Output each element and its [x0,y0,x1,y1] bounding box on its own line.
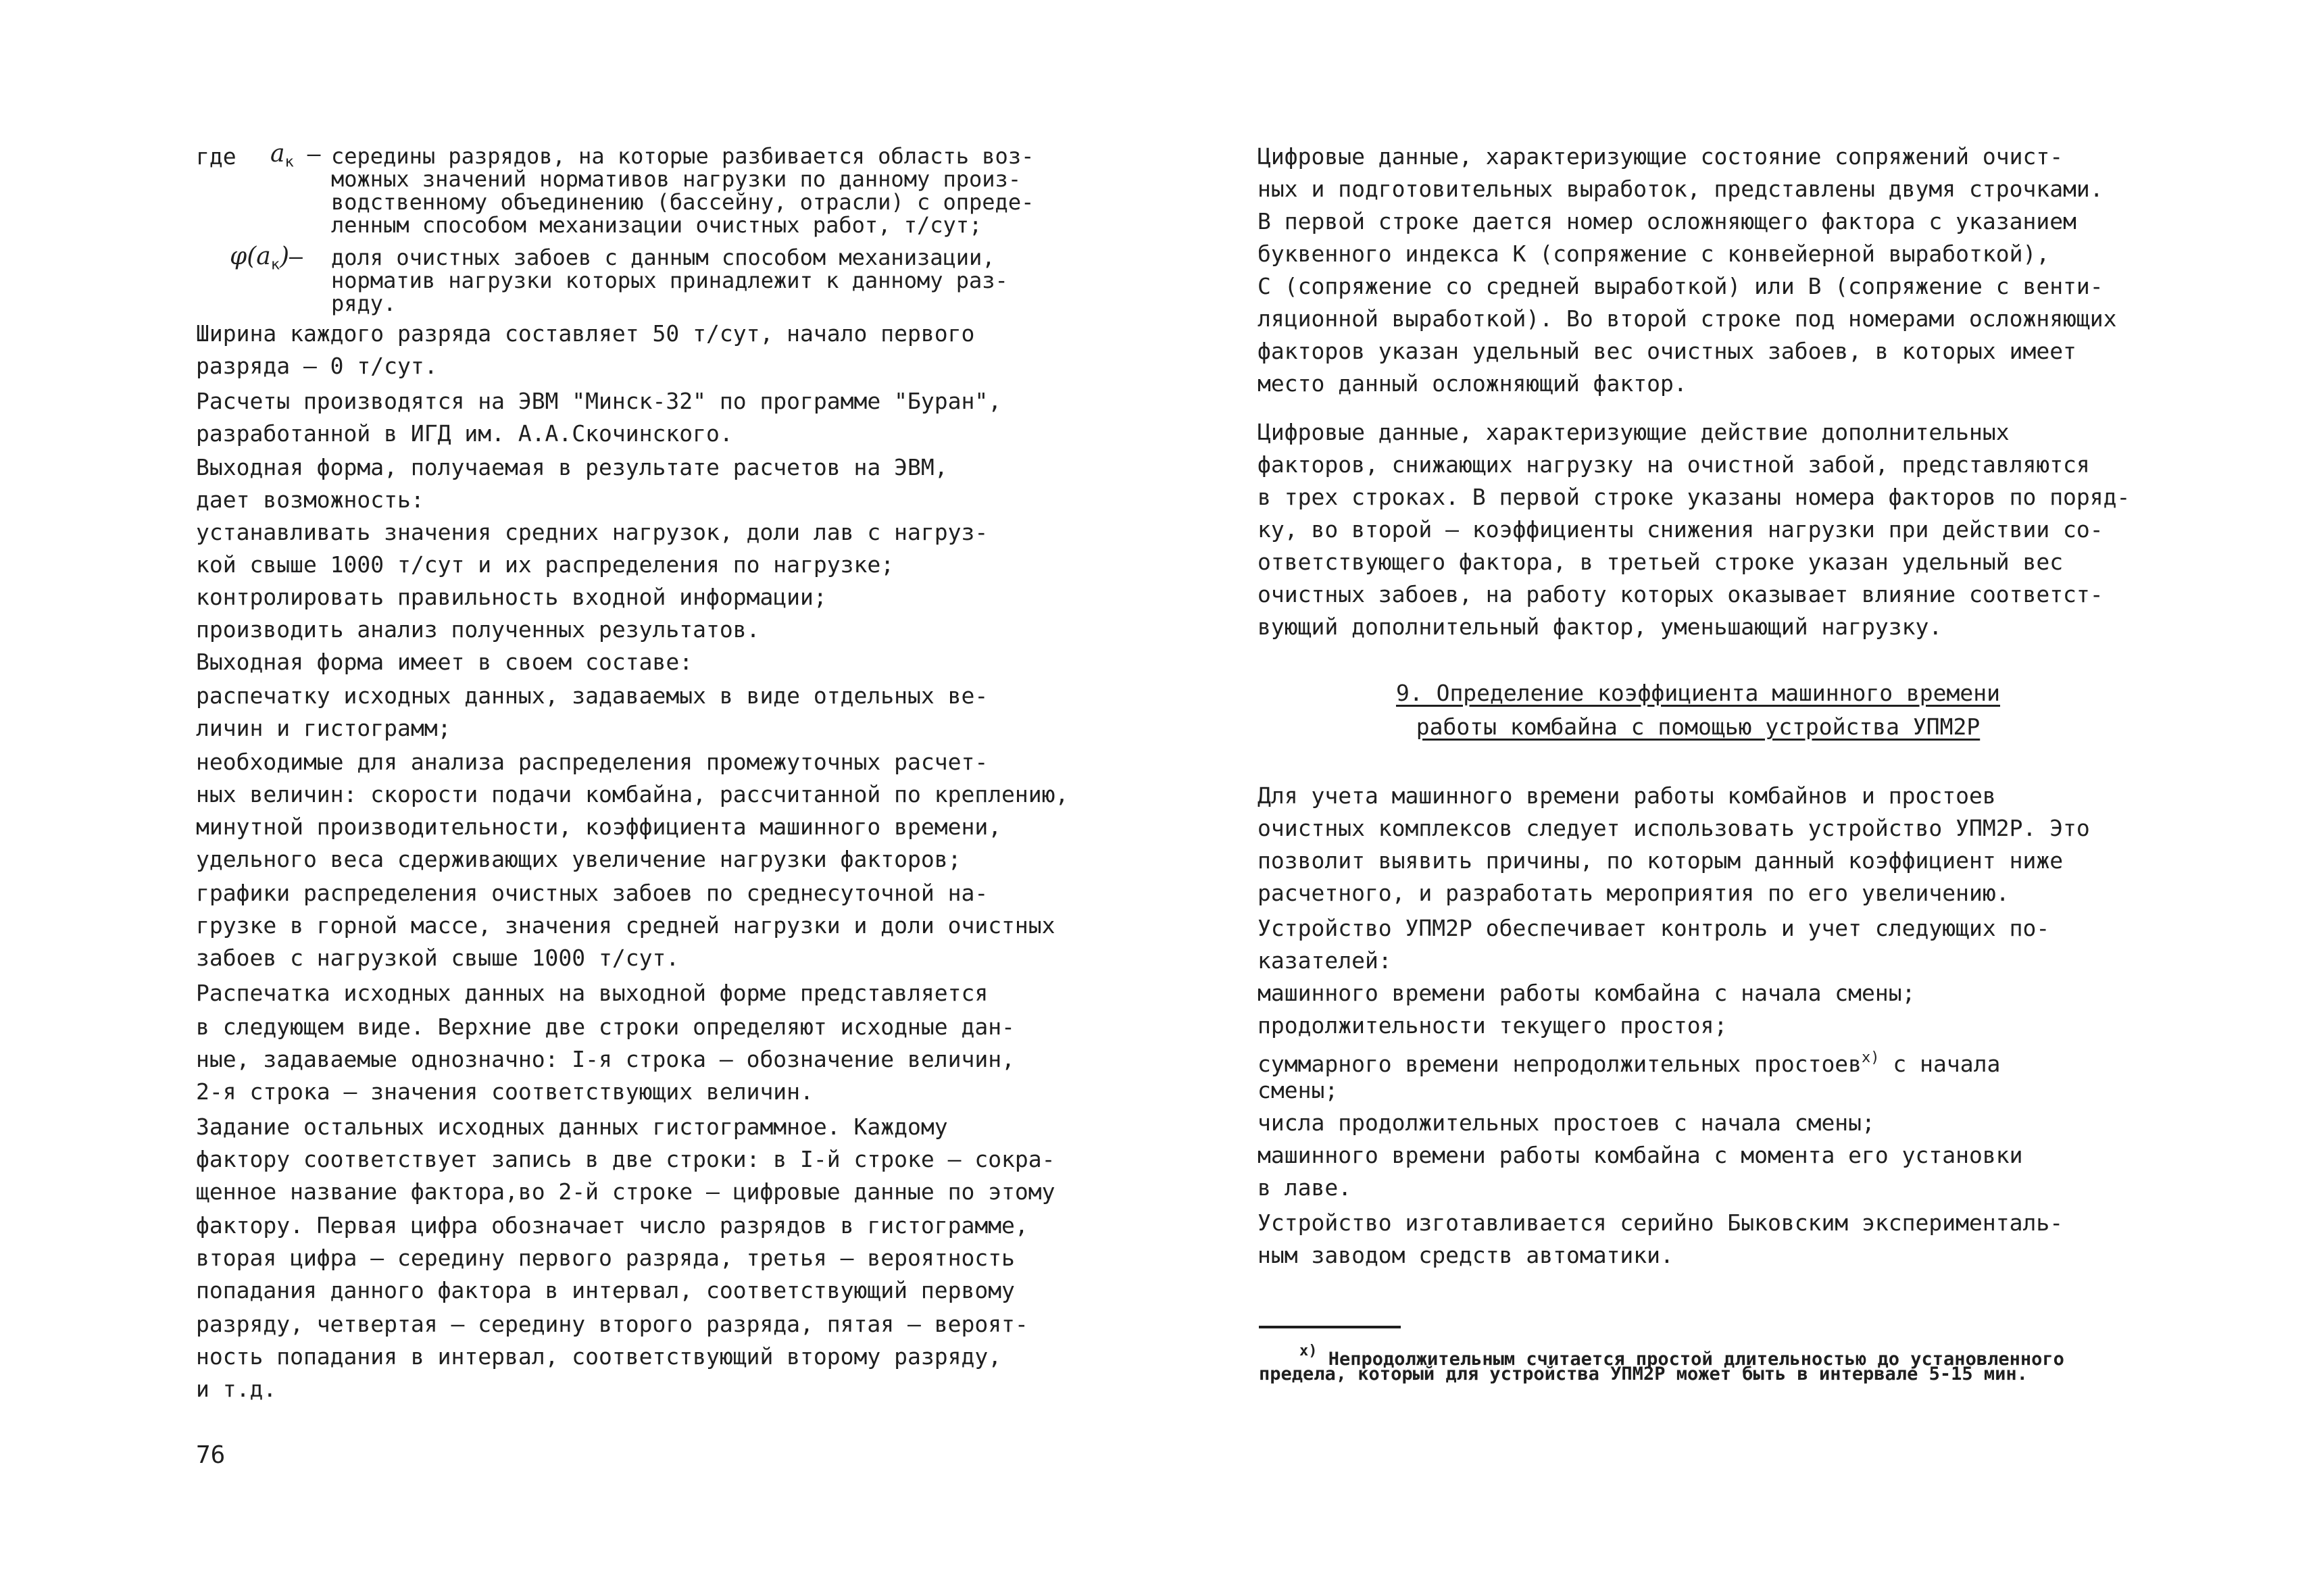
body-line: ность попадания в интервал, соответствующий второму разряду, [196,1343,1002,1370]
body-line: факторов, снижающих нагрузку на очистной забой, представляются [1258,451,2090,478]
body-line: ных величин: скорости подачи комбайна, рассчитанной по креплению, [196,781,1069,807]
body-line: устанавливать значения средних нагрузок, доли лав с нагруз- [196,519,989,545]
body-line: продолжительности текущего простоя; [1258,1012,1728,1039]
body-line: Расчеты производятся на ЭВМ "Минск-32" по программе "Буран", [196,388,1002,414]
body-line: очистных комплексов следует использовать устройство УПМ2Р. Это [1258,815,2090,841]
body-line: дает возможность: [196,487,424,513]
definition-term: $a_к$ – [270,140,321,171]
body-line-with-footnote-mark: суммарного времени непродолжительных простоев$^{х)}$ с начала [1258,1049,2001,1077]
body-line: в лаве. [1258,1174,1352,1201]
body-line: разряда – 0 т/сут. [196,353,438,379]
body-line: машинного времени работы комбайна с момента его установки [1258,1142,2023,1168]
body-line: вторая цифра – середину первого разряда, третья – вероятность [196,1245,1015,1271]
definition-text-line: можных значений нормативов нагрузки по данному произ- [331,166,1022,192]
body-line: в трех строках. В первой строке указаны номера факторов по поряд- [1258,484,2131,510]
body-line: попадания данного фактора в интервал, соответствующий первому [196,1277,1015,1303]
body-line: очистных забоев, на работу которых оказывает влияние соответст- [1258,581,2104,607]
body-line: производить анализ полученных результатов. [196,616,760,643]
body-line: Выходная форма имеет в своем составе: [196,649,693,675]
body-line: Распечатка исходных данных на выходной форме представляется [196,980,989,1006]
body-line: грузке в горной массе, значения средней нагрузки и доли очистных [196,912,1055,939]
body-line: Для учета машинного времени работы комбайнов и простоев [1258,782,1996,809]
body-line: факторов указан удельный вес очистных забоев, в которых имеет [1258,338,2076,364]
body-line: Устройство изготавливается серийно Быковским эксперименталь- [1258,1210,2064,1236]
definition-text-line: норматив нагрузки которых принадлежит к данному раз- [331,268,1008,293]
body-line: контролировать правильность входной информации; [196,584,827,610]
body-line: кой свыше 1000 т/сут и их распределения по нагрузке; [196,551,895,578]
body-line: ные, задаваемые однозначно: I-я строка – обозначение величин, [196,1046,1015,1072]
body-line: графики распределения очистных забоев по среднесуточной на- [196,880,989,906]
body-line: 2-я строка – значения соответствующих величин. [196,1078,814,1105]
body-line: забоев с нагрузкой свыше 1000 т/сут. [196,945,680,971]
body-line: Цифровые данные, характеризующие действие дополнительных [1258,419,2010,445]
body-line: Устройство УПМ2Р обеспечивает контроль и учет следующих по- [1258,915,2050,941]
body-line: Задание остальных исходных данных гистограммное. Каждому [196,1114,948,1140]
definition-text-line: доля очистных забоев с данным способом механизации, [331,245,995,270]
definition-text-line: ленным способом механизации очистных работ, т/сут; [331,212,982,238]
body-line: буквенного индекса К (сопряжение с конвейерной выработкой), [1258,241,2050,267]
footnote-reference: х) [1862,1049,1880,1066]
body-line: разряду, четвертая – середину второго разряда, пятая – вероят- [196,1311,1028,1337]
body-line: С (сопряжение со средней выработкой) или В (сопряжение с венти- [1258,273,2104,299]
definition-text-line: водственному объединению (бассейну, отрасли) с опреде- [331,189,1035,215]
body-line: необходимые для анализа распределения промежуточных расчет- [196,749,989,775]
body-line: ляционной выработкой). Во второй строке под номерами осложняющих [1258,305,2117,332]
body-line: ных и подготовительных выработок, представлены двумя строчками. [1258,176,2104,202]
body-line: расчетного, и разработать мероприятия по его увеличению. [1258,880,2010,906]
footnote-divider [1259,1326,1401,1328]
right-page [1158,0,2315,1596]
body-line: распечатку исходных данных, задаваемых в виде отдельных ве- [196,682,989,709]
body-line: Выходная форма, получаемая в результате расчетов на ЭВМ, [196,454,948,480]
body-line: минутной производительности, коэффициента машинного времени, [196,814,1002,840]
body-line: фактору. Первая цифра обозначает число разрядов в гистограмме, [196,1212,1028,1239]
body-line: позволит выявить причины, по которым данный коэффициент ниже [1258,847,2064,874]
body-line: и т.д. [196,1376,277,1402]
body-line: ку, во второй – коэффициенты снижения нагрузки при действии со- [1258,516,2104,543]
body-line: Цифровые данные, характеризующие состояние сопряжений очист- [1258,143,2064,170]
definition-prefix: где [196,143,237,170]
body-line: удельного веса сдерживающих увеличение нагрузки факторов; [196,846,962,872]
body-line: фактору соответствует запись в две строки: в I-й строке – сокра- [196,1146,1055,1172]
body-line: разработанной в ИГД им. А.А.Скочинского. [196,420,733,447]
body-line: Ширина каждого разряда составляет 50 т/сут, начало первого [196,320,975,347]
body-line: казателей: [1258,947,1392,974]
body-line: числа продолжительных простоев с начала смены; [1258,1109,1875,1136]
body-line: личин и гистограмм; [196,715,451,741]
footnote-mark: х) [1299,1343,1318,1360]
body-line: щенное название фактора,во 2-й строке – цифровые данные по этому [196,1178,1055,1205]
body-line: машинного времени работы комбайна с начала смены; [1258,980,1916,1006]
definition-text-line: ряду. [331,291,397,316]
section-heading-line-1: 9. Определение коэффициента машинного времени [1395,680,2001,706]
definition-term: $\varphi(a_к)-$ [230,243,303,274]
definition-text-line: середины разрядов, на которые разбивается область воз- [331,143,1035,169]
page-number: 76 [196,1441,226,1469]
footnote-line: $^{х)}$ Непродолжительным считается простой длительностью до установленного [1299,1343,2064,1370]
footnote-line: предела, который для устройства УПМ2Р может быть в интервале 5-15 мин. [1259,1364,2028,1385]
body-line: место данный осложняющий фактор. [1258,370,1687,397]
body-line: смены; [1258,1077,1339,1103]
body-line: ответствующего фактора, в третьей строке указан удельный вес [1258,549,2064,575]
body-line: ным заводом средств автоматики. [1258,1242,1674,1268]
body-line: вующий дополнительный фактор, уменьшающий нагрузку. [1258,614,1943,640]
section-heading-line-2: работы комбайна с помощью устройства УПМ2Р [1416,714,1981,740]
body-line: В первой строке дается номер осложняющего фактора с указанием [1258,208,2076,234]
body-line: в следующем виде. Верхние две строки определяют исходные дан- [196,1014,1015,1040]
